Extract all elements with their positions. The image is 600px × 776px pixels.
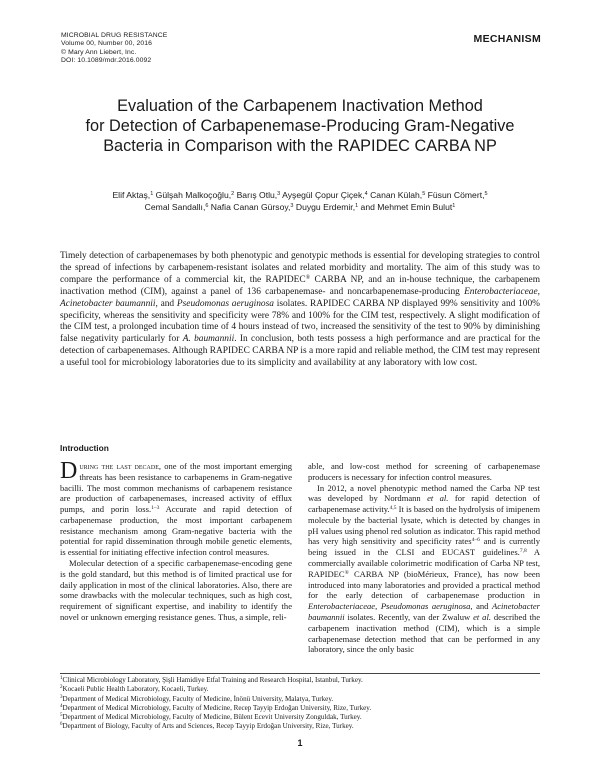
affiliation: $^3$Department of Medical Microbiology, Faculty of Medicine, İnönü University, Malatya, Turkey. xyxy=(60,694,334,703)
paragraph: Molecular detection of a specific carbapenemase-encoding gene is the gold standard, but this method is of limited practical use for daily application in most of the clinical laboratories. Also, there are some drawbacks with the molecular techniques, such as high cost, requirement of significant expertise, and inability to identify the novel or unknown emerging resistance genes. Thus, a simple, reli- xyxy=(60,558,292,622)
body-column-right xyxy=(308,461,540,655)
affiliation: $^5$Department of Medical Microbiology, Faculty of Medicine, Bülent Ecevit University Zonguldak, Turkey. xyxy=(60,713,362,722)
section-heading-introduction: Introduction xyxy=(60,443,109,453)
author[interactable]: Barış Otlu,$^3$ xyxy=(236,190,281,200)
author[interactable]: Ayşegül Çopur Çiçek,$^4$ xyxy=(282,190,368,200)
author[interactable]: Gülşah Malkoçoğlu,$^2$ xyxy=(155,190,235,200)
title-line-1: Evaluation of the Carbapenem Inactivation Method xyxy=(117,97,483,115)
affiliation: $^4$Department of Medical Microbiology, Faculty of Medicine, Recep Tayyip Erdoğan University, Rize, Turkey. xyxy=(60,703,372,712)
author[interactable]: Cemal Sandallı,$^6$ xyxy=(144,201,209,212)
body-column-left xyxy=(60,458,292,623)
page-number: 1 xyxy=(297,738,303,748)
section-label: MECHANISM xyxy=(473,33,541,45)
author-list xyxy=(60,190,540,213)
journal-name: MICROBIAL DRUG RESISTANCE xyxy=(61,32,168,39)
author[interactable]: Canan Külah,$^5$ xyxy=(370,190,426,200)
footnote-divider xyxy=(60,673,540,674)
author[interactable]: Nafia Canan Gürsoy,$^3$ xyxy=(210,201,294,212)
journal-info xyxy=(61,32,167,65)
drop-cap: D xyxy=(60,458,78,484)
affiliation: $^2$Kocaeli Public Health Laboratory, Kocaeli, Turkey. xyxy=(60,685,209,694)
journal-copyright: © Mary Ann Liebert, Inc. xyxy=(61,48,137,56)
title-line-2: for Detection of Carbapenemase-Producing Gram-Negative xyxy=(85,117,515,135)
author[interactable]: Duygu Erdemir,$^1$ xyxy=(295,201,359,212)
affiliation: $^6$Department of Biology, Faculty of Arts and Sciences, Recep Tayyip Erdoğan University, Rize, Turkey. xyxy=(60,722,354,731)
journal-volume: Volume 00, Number 00, 2016 xyxy=(61,40,153,48)
journal-doi[interactable]: DOI: 10.1089/mdr.2016.0092 xyxy=(61,56,152,64)
affiliations xyxy=(60,676,540,732)
article-title xyxy=(60,96,540,156)
paragraph: In 2012, a novel phenotypic method named the Carba NP test was developed by Nordmann et al. for rapid detection of carbapenemase activity.$^{4,5}$ It is based on the hydrolysis of imipenem molecule by the bacterial lysate, which is detected by changes in pH values using phenol red solution as indicator. This rapid method has very high sensitivity and specificity rates$^{4-6}$ and is currently being issued in the CLSI and EUCAST guidelines.$^{7,8}$ A commercially available colorimetric modification of Carba NP test, RAPIDEC® CARBA NP (bioMérieux, France), has now been introduced into many laboratories and provided a practical method for the early detection of carbapenemase production in Enterobacteriaceae, Pseudomonas aeruginosa, and Acinetobacter baumannii isolates. Recently, van der Zwaluw et al. described the carbapenem inactivation method (CIM), which is a simple carbapenemase detection method that can be performed in any laboratory, since the only basic xyxy=(308,482,540,655)
paragraph: able, and low-cost method for screening of carbapenemase producers is necessary for infection control measures. xyxy=(308,461,540,482)
author[interactable]: and Mehmet Emin Bulut$^1$ xyxy=(360,201,456,212)
abstract: Timely detection of carbapenemases by both phenotypic and genotypic methods is essential for developing strategies to control the spread of infections by carbapenem-resistant isolates and related morbidity and mortality. The aim of this study was to compare the performance of a commercial kit, the RAPIDEC® CARBA NP, and an in-house technique, the carbapenem inactivation method (CIM), against a panel of 136 carbapenemase- and noncarbapenemase-producing Enterobacteriaceae, Acinetobacter baumannii, and Pseudomonas aeruginosa isolates. RAPIDEC CARBA NP displayed 99% sensitivity and 100% specificity, whereas the sensitivity and specificity were 78% and 100% for the CIM test, respectively. A slight modification of the CIM test, a prolonged incubation time of 4 hours instead of two, increased the sensitivity of the test to 90% by diminishing false negativity particularly for A. baumannii. In conclusion, both tests possess a high performance and are practical for the detection of carbapenemases. Although RAPIDEC CARBA NP is a more rapid and reliable method, the CIM test may represent a useful tool for microbiology laboratories due to its simplicity and availability at any laboratory with low cost. xyxy=(60,251,540,369)
author[interactable]: Füsun Cömert,$^5$ xyxy=(427,190,488,200)
affiliation: $^1$Clinical Microbiology Laboratory, Şişli Hamidiye Etfal Training and Research Hospital, Istanbul, Turkey. xyxy=(60,676,363,684)
paragraph: During the last decade, one of the most important emerging threats has been resistance to carbapenems in Gram-negative bacilli. The most common mechanisms of carbapenem resistance are production of carbapenemases, increased activity of efflux pumps, and porin loss.$^{1-3}$ Accurate and rapid detection of carbapenemase production, the most important carbapenem resistance mechanism among Gram-negative bacteria with the potential for rapid dissemination through mobile genetic elements, is essential for initiating effective infection control measures. xyxy=(60,458,292,558)
author[interactable]: Elif Aktaş,$^1$ xyxy=(112,190,154,200)
title-line-3: Bacteria in Comparison with the RAPIDEC CARBA NP xyxy=(103,137,497,155)
